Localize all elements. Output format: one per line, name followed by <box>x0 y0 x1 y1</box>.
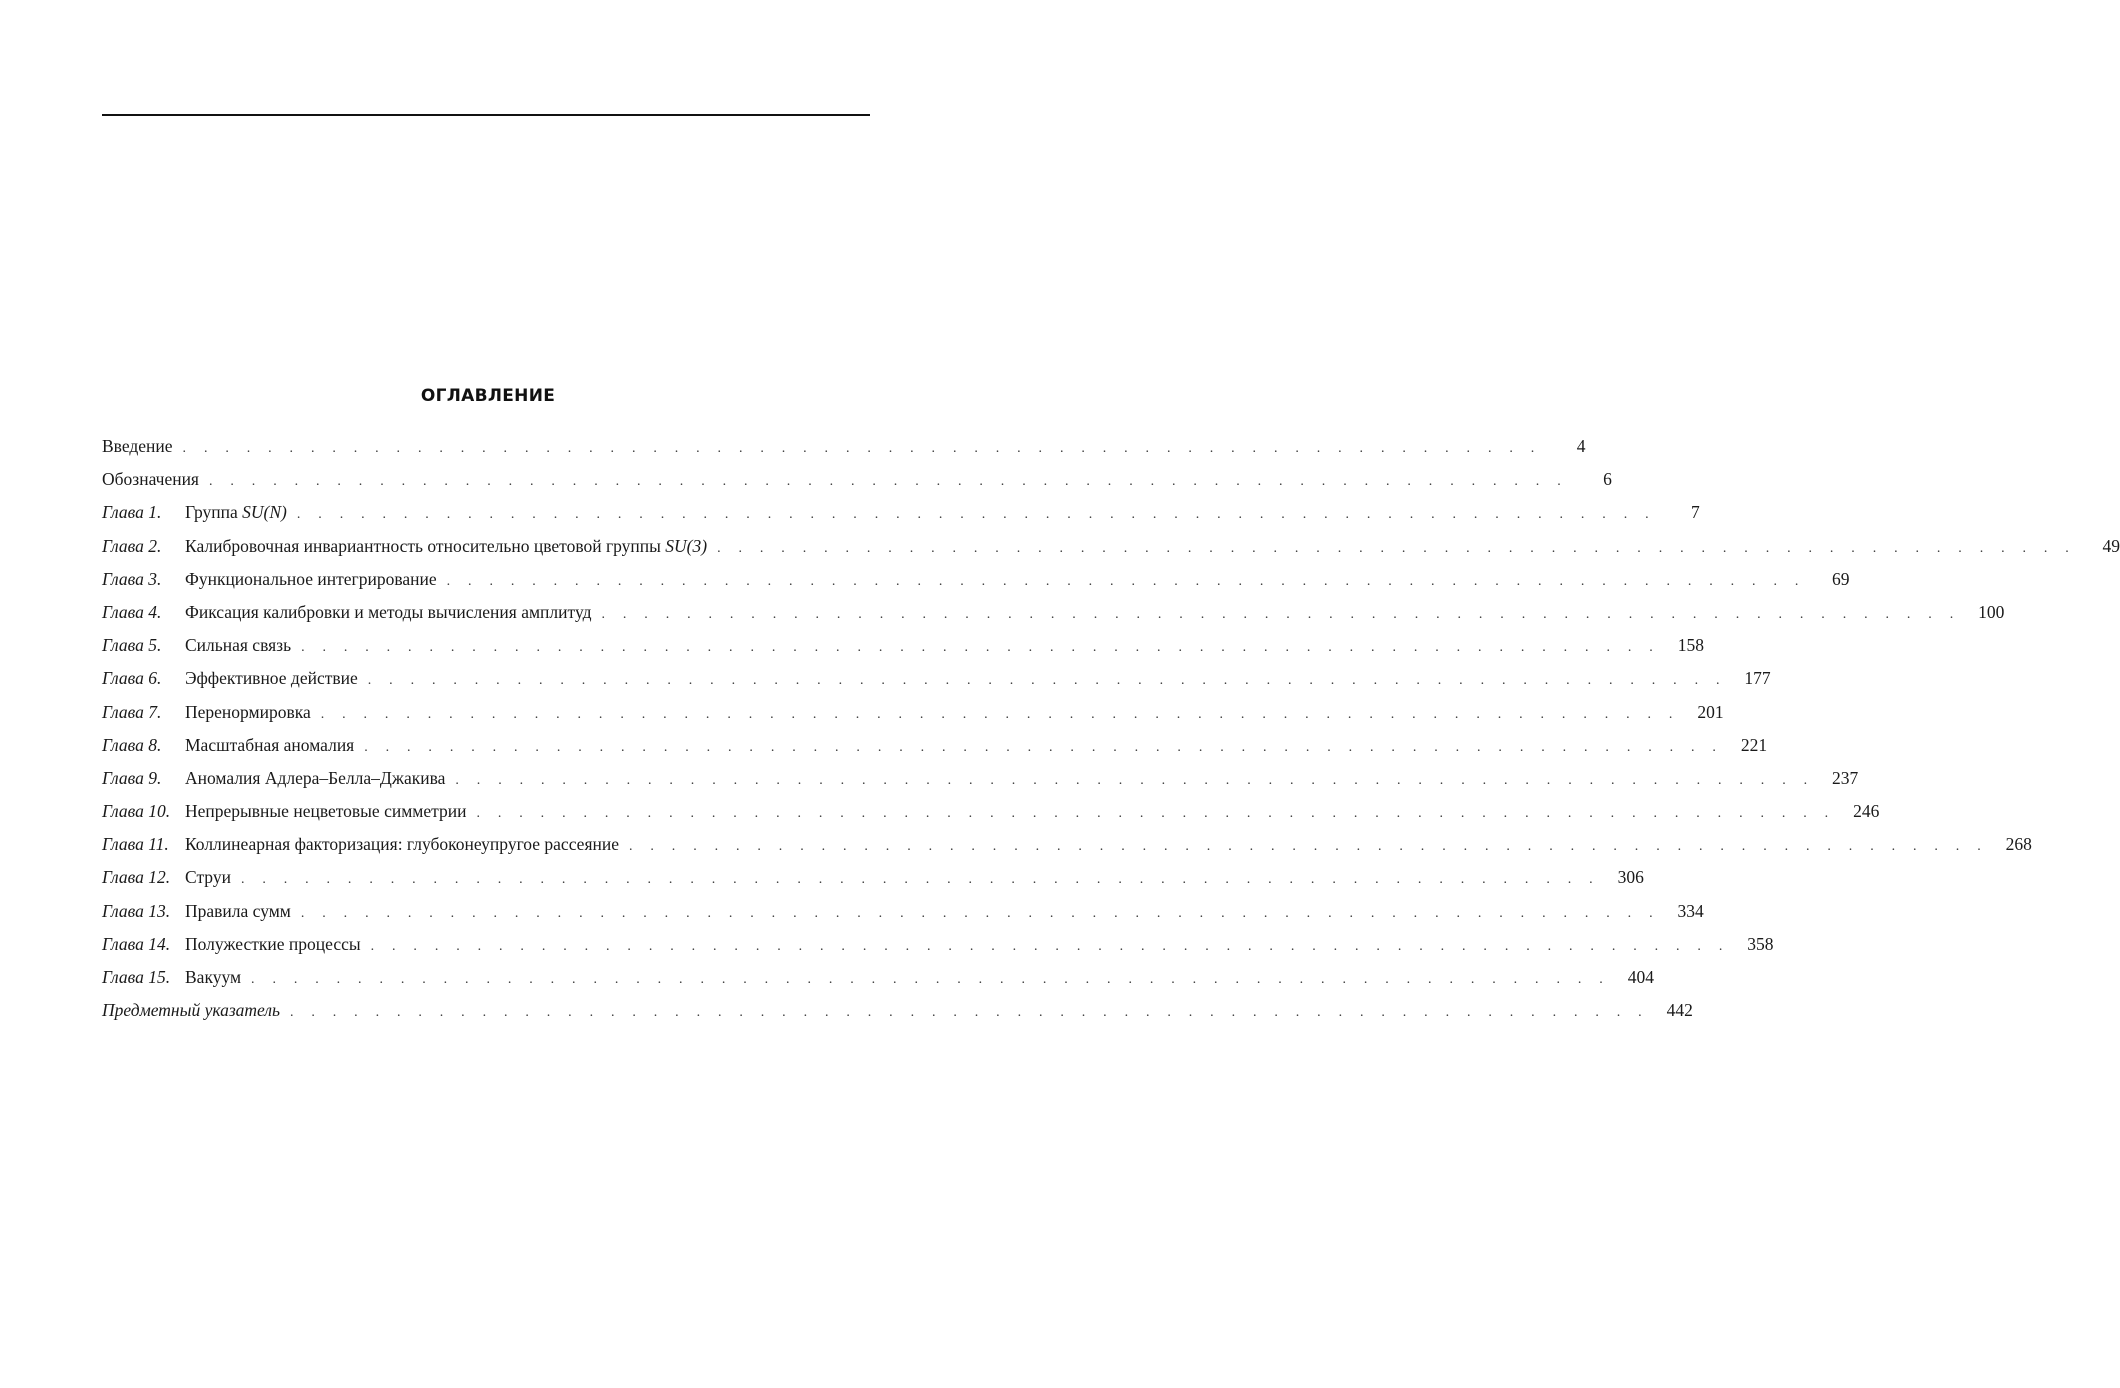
toc-entry[interactable] <box>102 1000 1693 1033</box>
toc-leader-dots: . . . . . . . . . . . . . . . . . . . . . . . . . . . . . . . . . . . . . . . . . . . . . . . . . . . . . . . . . . . . . . . . <box>301 640 1660 656</box>
toc-page-number: 4 <box>1576 436 1586 456</box>
toc-entry[interactable] <box>102 701 1724 735</box>
toc-entry-title-text: Введение <box>102 436 173 456</box>
toc-entry-title-text: Масштабная аномалия <box>185 734 355 755</box>
toc-leader-dots: . . . . . . . . . . . . . . . . . . . . . . . . . . . . . . . . . . . . . . . . . . . . . . . . . . . . . . . . . . . . . . . . <box>240 872 1600 888</box>
toc-leader-dots: . . . . . . . . . . . . . . . . . . . . . . . . . . . . . . . . . . . . . . . . . . . . . . . . . . . . . . . . . . . . . . . . <box>367 673 1727 689</box>
toc-chapter-label: Глава 15. <box>102 967 171 987</box>
toc-entry[interactable] <box>102 867 1644 900</box>
toc-leader-dots: . . . . . . . . . . . . . . . . . . . . . . . . . . . . . . . . . . . . . . . . . . . . . . . . . . . . . . . . . . . . . . . . <box>370 938 1730 954</box>
toc-entry-title-text: Сильная связь <box>185 635 292 656</box>
toc-entry-title <box>185 801 466 822</box>
toc-page-number: 221 <box>1740 734 1768 755</box>
toc-page-number: 246 <box>1853 801 1880 822</box>
toc-entry-title <box>185 668 358 689</box>
toc-page-number: 100 <box>1978 601 2005 622</box>
toc-entry-title <box>185 536 707 557</box>
toc-leader-dots: . . . . . . . . . . . . . . . . . . . . . . . . . . . . . . . . . . . . . . . . . . . . . . . . . . . . . . . . . . . . . . . . <box>300 905 1660 921</box>
toc-entry-title-text: Эффективное действие <box>185 668 358 689</box>
toc-leader-dots: . . . . . . . . . . . . . . . . . . . . . . . . . . . . . . . . . . . . . . . . . . . . . . . . . . . . . . . . . . . . . . . . <box>209 474 1568 490</box>
toc-leader-dots: . . . . . . . . . . . . . . . . . . . . . . . . . . . . . . . . . . . . . . . . . . . . . . . . . . . . . . . . . . . . . . . . <box>289 1005 1649 1021</box>
toc-chapter-label: Глава 3. <box>102 568 162 589</box>
toc-entry-math: SU(3) <box>665 535 708 556</box>
toc-chapter-label: Глава 8. <box>102 734 162 755</box>
toc-page-number: 7 <box>1691 502 1700 523</box>
toc-page-number: 201 <box>1697 701 1724 722</box>
toc-entry-title <box>102 1000 280 1021</box>
toc-entry-title-text: Обозначения <box>102 469 199 490</box>
toc-entry-title <box>185 901 291 922</box>
toc-entry-title-text: Группа <box>185 502 243 523</box>
toc-entry[interactable] <box>102 469 1612 502</box>
toc-entry-title <box>185 502 287 523</box>
toc-leader-dots: . . . . . . . . . . . . . . . . . . . . . . . . . . . . . . . . . . . . . . . . . . . . . . . . . . . . . . . . . . . . . . . . <box>629 839 1988 855</box>
toc-entry[interactable] <box>102 801 1880 834</box>
toc-entry-title-text: Правила сумм <box>185 900 291 921</box>
toc-entry-math: SU(N) <box>242 502 287 523</box>
toc-entry[interactable] <box>102 601 2005 635</box>
toc-chapter-label: Глава 2. <box>102 535 162 556</box>
toc-entry-title-text: Непрерывные нецветовые симметрии <box>185 801 467 822</box>
toc-entry[interactable] <box>102 568 1850 602</box>
toc-chapter-label: Глава 7. <box>102 701 162 722</box>
toc-heading: ОГЛАВЛЕНИЕ <box>420 386 556 406</box>
toc-leader-dots: . . . . . . . . . . . . . . . . . . . . . . . . . . . . . . . . . . . . . . . . . . . . . . . . . . . . . . . . . . . . . . . . <box>455 772 1815 788</box>
toc-chapter-label: Глава 10. <box>102 801 171 822</box>
toc-entry-title <box>185 867 231 888</box>
toc-entry-title-text: Функциональное интегрирование <box>185 568 437 589</box>
toc-leader-dots: . . . . . . . . . . . . . . . . . . . . . . . . . . . . . . . . . . . . . . . . . . . . . . . . . . . . . . . . . . . . . . . . <box>182 441 1542 456</box>
toc-entry-title-text: Струи <box>185 867 231 888</box>
toc-entry[interactable] <box>102 734 1768 768</box>
toc-page-number: 334 <box>1677 900 1704 921</box>
toc-entry[interactable] <box>102 502 1700 535</box>
toc-page-number: 177 <box>1744 668 1771 689</box>
toc-entry-title-text: Перенормировка <box>185 701 311 722</box>
toc-leader-dots: . . . . . . . . . . . . . . . . . . . . . . . . . . . . . . . . . . . . . . . . . . . . . . . . . . . . . . . . . . . . . . . . <box>364 739 1724 755</box>
toc-entry-title <box>185 735 354 756</box>
toc-leader-dots: . . . . . . . . . . . . . . . . . . . . . . . . . . . . . . . . . . . . . . . . . . . . . . . . . . . . . . . . . . . . . . . . <box>446 573 1806 589</box>
toc-page-number: 358 <box>1747 933 1774 954</box>
toc-entry-title-text: Калибровочная инвариантность относительно цветовой группы <box>185 535 666 556</box>
toc-entry-title <box>185 768 445 789</box>
toc-chapter-label: Глава 13. <box>102 900 171 921</box>
toc-entry-title-text: Аномалия Адлера–Белла–Джакива <box>185 767 446 788</box>
toc-page-number: 306 <box>1617 867 1644 888</box>
toc-entry[interactable] <box>102 834 2032 867</box>
toc-leader-dots: . . . . . . . . . . . . . . . . . . . . . . . . . . . . . . . . . . . . . . . . . . . . . . . . . . . . . . . . . . . . . . . . <box>476 806 1836 822</box>
toc-entry[interactable] <box>102 668 1771 701</box>
toc-entry[interactable] <box>102 933 1774 967</box>
toc-entry-title <box>185 602 592 623</box>
toc-leader-dots: . . . . . . . . . . . . . . . . . . . . . . . . . . . . . . . . . . . . . . . . . . . . . . . . . . . . . . . . . . . . . . . . <box>296 507 1656 523</box>
toc-page-number: 268 <box>2005 834 2032 855</box>
toc-entry[interactable] <box>102 767 1859 801</box>
toc-entry-title <box>185 834 619 855</box>
toc-leader-dots: . . . . . . . . . . . . . . . . . . . . . . . . . . . . . . . . . . . . . . . . . . . . . . . . . . . . . . . . . . . . . . . . <box>601 606 1961 622</box>
toc-chapter-label: Глава 4. <box>102 601 162 622</box>
toc-chapter-label: Глава 12. <box>102 867 171 888</box>
toc-entry-title-text: Предметный указатель <box>102 1000 280 1021</box>
toc-entry[interactable] <box>102 436 1586 469</box>
toc-entry[interactable] <box>102 635 1704 668</box>
toc-entry[interactable] <box>102 900 1704 934</box>
toc-entry-title <box>185 702 311 723</box>
toc-leader-dots: . . . . . . . . . . . . . . . . . . . . . . . . . . . . . . . . . . . . . . . . . . . . . . . . . . . . . . . . . . . . . . . . <box>320 706 1680 722</box>
toc-entry-title <box>102 436 173 457</box>
toc-entry-title <box>185 635 291 656</box>
header-rule <box>102 114 870 116</box>
toc-chapter-label: Глава 11. <box>102 834 169 855</box>
toc-chapter-label: Глава 9. <box>102 767 162 788</box>
toc-leader-dots: . . . . . . . . . . . . . . . . . . . . . . . . . . . . . . . . . . . . . . . . . . . . . . . . . . . . . . . . . . . . . . . . <box>717 540 2076 556</box>
toc-page-number: 158 <box>1677 635 1704 656</box>
toc-page-number: 442 <box>1666 1000 1693 1021</box>
toc-page-number: 404 <box>1627 967 1654 987</box>
toc-entry-title <box>102 469 199 490</box>
toc-entry-title-text: Фиксация калибровки и методы вычисления амплитуд <box>185 601 592 622</box>
toc-entry[interactable] <box>102 967 1654 1000</box>
toc-chapter-label: Глава 5. <box>102 635 162 656</box>
toc-entry-title <box>185 569 437 590</box>
toc-leader-dots: . . . . . . . . . . . . . . . . . . . . . . . . . . . . . . . . . . . . . . . . . . . . . . . . . . . . . . . . . . . . . . . . <box>251 972 1610 987</box>
toc-entry-title-text: Коллинеарная факторизация: глубоконеупругое рассеяние <box>185 834 619 855</box>
toc-page-number: 237 <box>1832 767 1859 788</box>
toc-chapter-label: Глава 1. <box>102 502 162 523</box>
toc-chapter-label: Глава 14. <box>102 933 171 954</box>
table-of-contents <box>102 436 2120 1033</box>
toc-chapter-label: Глава 6. <box>102 668 162 689</box>
toc-entry[interactable] <box>102 535 2120 569</box>
toc-page-number: 69 <box>1832 568 1850 589</box>
toc-entry-title-text: Вакуум <box>185 967 242 987</box>
toc-entry-title <box>185 934 361 955</box>
toc-page-number: 6 <box>1603 469 1612 490</box>
toc-page-number: 49 <box>2102 535 2120 556</box>
toc-entry-title <box>185 967 241 988</box>
toc-entry-title-text: Полужесткие процессы <box>185 933 361 954</box>
